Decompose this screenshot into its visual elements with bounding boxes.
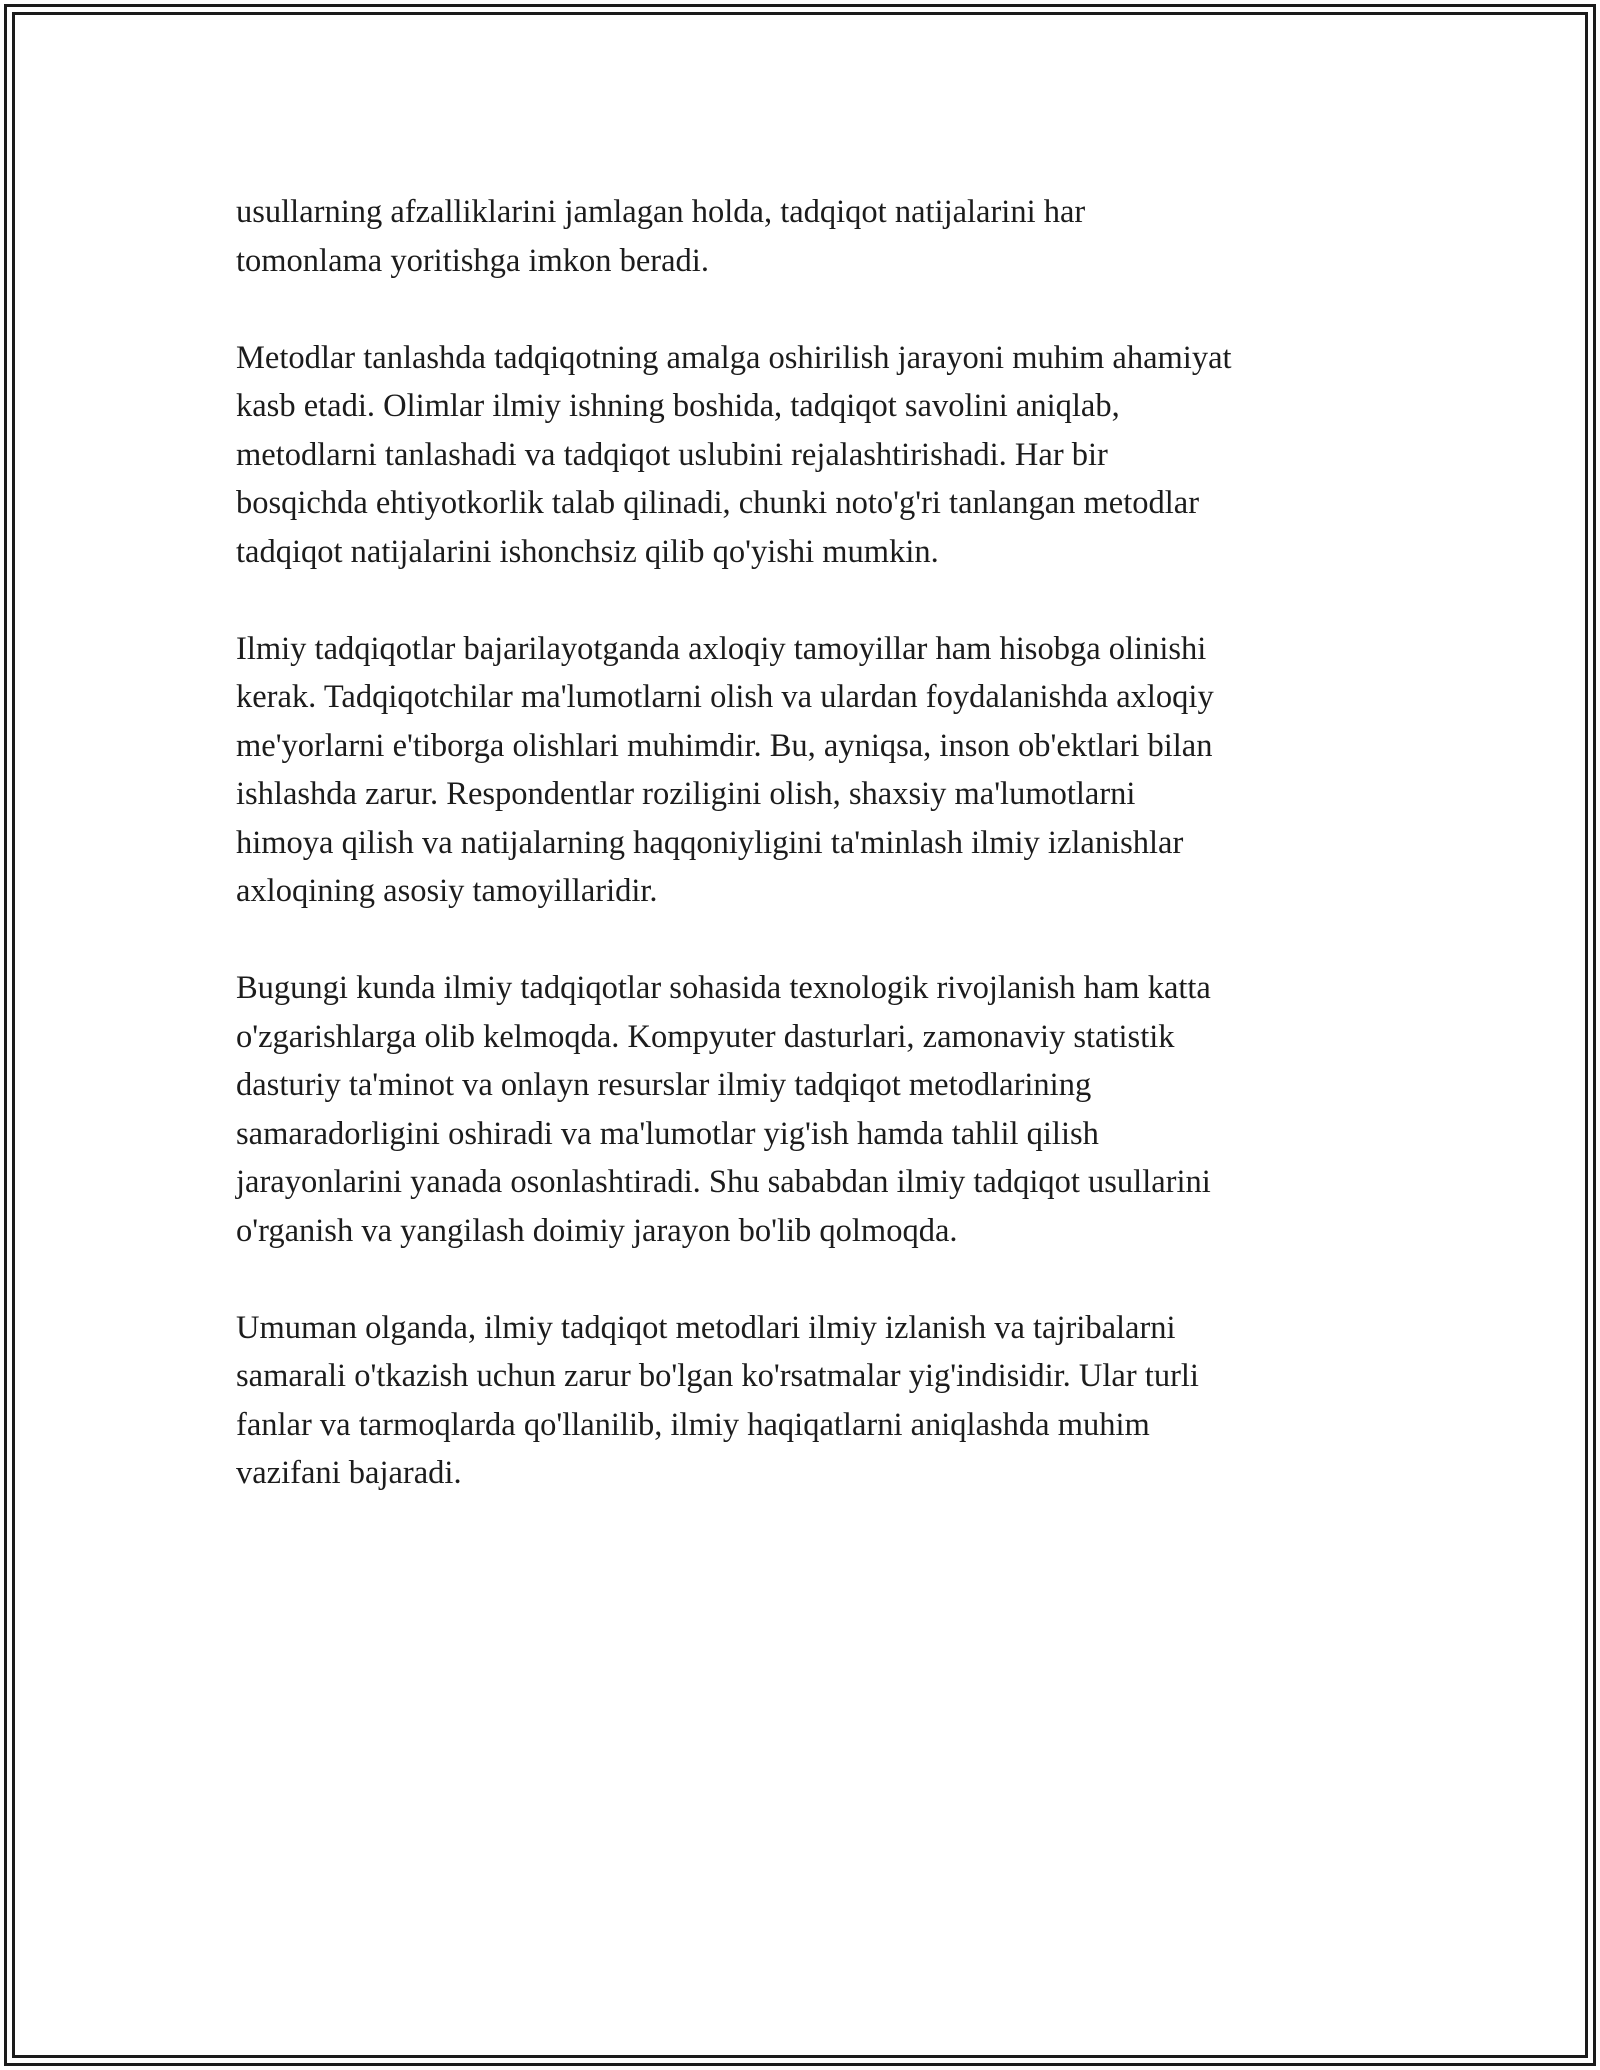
paragraph-4: Bugungi kunda ilmiy tadqiqotlar sohasida texnologik rivojlanish ham katta o'zgarishlarga olib kelmoqda. Kompyuter dasturlari, zamonaviy statistik dasturiy ta'minot va onlayn resurslar ilmiy tadqiqot metodlarining samaradorligini oshiradi va ma'lumotlar yig'ish hamda tahlil qilish jarayonlarini yanada osonlashtiradi. Shu sababdan ilmiy tadqiqot usullarini o'rganish va yangilash doimiy jarayon bo'lib qolmoqda. bbox=[236, 970, 1211, 1249]
paragraph-1: usullarning afzalliklarini jamlagan holda, tadqiqot natijalarini har tomonlama yoritishga imkon beradi. bbox=[236, 194, 1086, 279]
document-body bbox=[236, 188, 1366, 1498]
paragraph-2: Metodlar tanlashda tadqiqotning amalga oshirilish jarayoni muhim ahamiyat kasb etadi. Olimlar ilmiy ishning boshida, tadqiqot savolini aniqlab, metodlarni tanlashadi va tadqiqot uslubini rejalashtirishadi. Har bir bosqichda ehtiyotkorlik talab qilinadi, chunki noto'g'ri tanlangan metodlar tadqiqot natijalarini ishonchsiz qilib qo'yishi mumkin. bbox=[236, 339, 1232, 570]
paragraph-5: Umuman olganda, ilmiy tadqiqot metodlari ilmiy izlanish va tajribalarni samarali o'tkazish uchun zarur bo'lgan ko'rsatmalar yig'indisidir. Ular turli fanlar va tarmoqlarda qo'llanilib, ilmiy haqiqatlarni aniqlashda muhim vazifani bajaradi. bbox=[236, 1309, 1199, 1491]
paragraph-3: Ilmiy tadqiqotlar bajarilayotganda axloqiy tamoyillar ham hisobga olinishi kerak. Tadqiqotchilar ma'lumotlarni olish va ulardan foydalanishda axloqiy me'yorlarni e'tiborga olishlari muhimdir. Bu, ayniqsa, inson ob'ektlari bilan ishlashda zarur. Respondentlar roziligini olish, shaxsiy ma'lumotlarni himoya qilish va natijalarning haqqoniyligini ta'minlash ilmiy izlanishlar axloqining asosiy tamoyillaridir. bbox=[236, 630, 1214, 909]
